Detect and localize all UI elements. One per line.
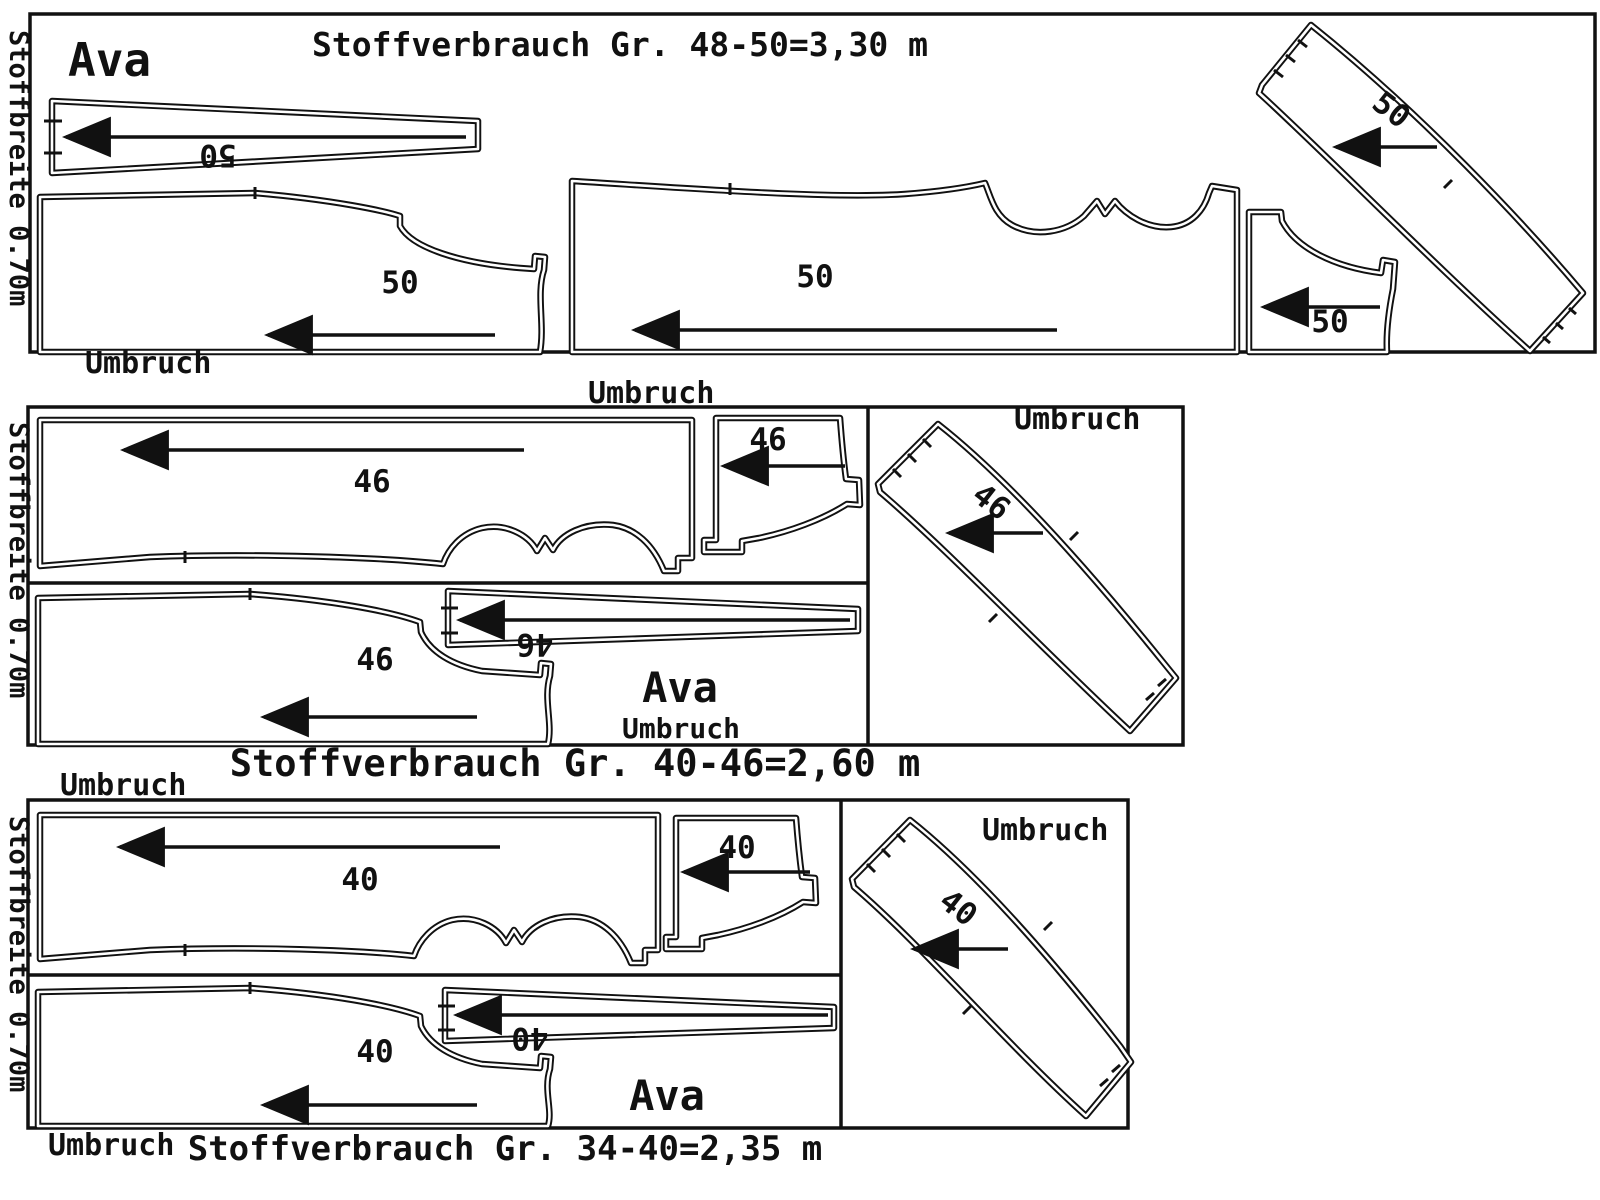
size-label-bodice-50: 50 [1311,304,1349,340]
fold-label-40-right: Umbruch [982,813,1109,848]
fabric-width-label: Stoffbreite 0.70m [3,30,34,307]
size-label-waistband-50: 50 [199,137,237,173]
fold-label-50: Umbruch [85,346,212,381]
fold-label-46-inner: Umbruch [621,712,741,745]
size-label-skirt-back-40: 40 [356,1034,394,1070]
fabric-usage-title-46: Stoffverbrauch Gr. 40-46=2,60 m [229,742,921,785]
size-label-sleeve-50: 50 [1365,84,1417,136]
size-label-bodice-46: 46 [749,422,787,458]
fold-label-46-top: Umbruch [588,376,715,411]
size-label-bodice-40: 40 [718,830,756,866]
size-label-sleeve-46: 46 [965,476,1017,528]
brand-name: Ava [68,33,152,87]
size-label-skirt-front-46: 46 [353,464,391,500]
size-label-skirt-front-40: 40 [341,862,379,898]
size-label-waistband-40: 40 [511,1020,549,1056]
fabric-usage-title-40: Stoffverbrauch Gr. 34-40=2,35 m [187,1129,823,1169]
size-label-skirt-back-46: 46 [356,642,394,678]
brand-name: Ava [629,1071,705,1120]
fabric-width-label: Stoffbreite 0.70m [3,422,34,699]
fold-label-46-right: Umbruch [1014,402,1141,437]
fold-label-40-bottom: Umbruch [48,1128,175,1163]
fabric-usage-title-50: Stoffverbrauch Gr. 48-50=3,30 m [312,25,928,64]
brand-name: Ava [642,663,718,712]
fold-label-40-top: Umbruch [60,768,187,803]
size-label-skirt-back-50: 50 [381,265,419,301]
size-label-skirt-front-50: 50 [796,259,834,295]
size-label-waistband-46: 46 [516,626,554,662]
fabric-width-label: Stoffbreite 0.70m [3,816,34,1093]
size-label-sleeve-40: 40 [932,882,984,934]
